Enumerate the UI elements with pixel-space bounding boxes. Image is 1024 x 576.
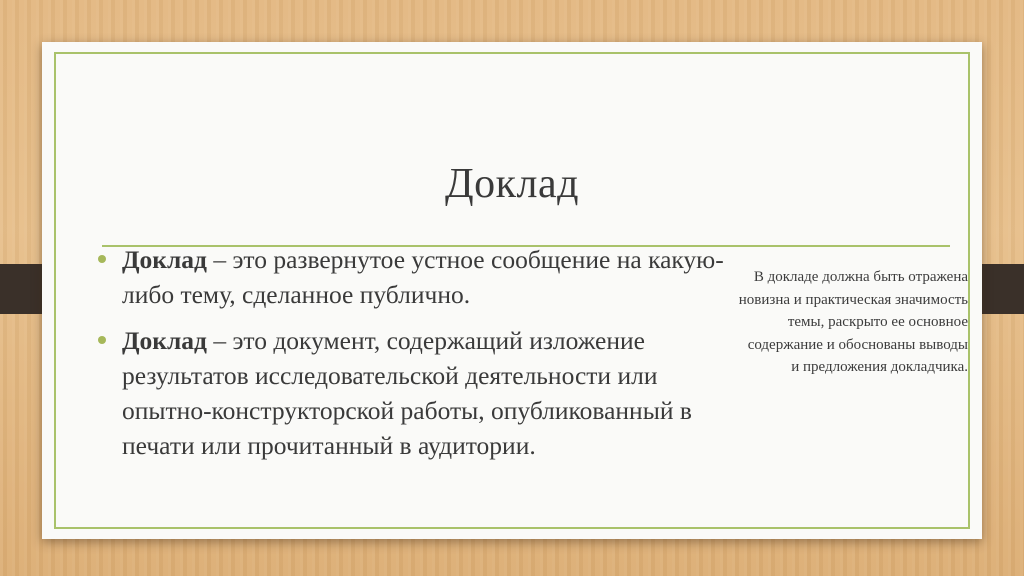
slide-title: Доклад	[444, 161, 580, 207]
bullet-item	[94, 242, 734, 312]
bullet-term: Доклад	[122, 326, 207, 355]
bullet-term: Доклад	[122, 245, 207, 274]
bullet-item	[94, 323, 734, 463]
left-decorative-bar	[0, 264, 42, 314]
bullet-text: – это развернутое устное сообщение на какую-либо тему, сделанное публично.	[122, 245, 724, 309]
bullet-dot-icon	[98, 336, 106, 344]
bullet-dot-icon	[98, 255, 106, 263]
bullet-text: – это документ, содержащий изложение результатов исследовательской деятельности или опытно-конструкторской работы, опубликованный в печати или прочитанный в аудитории.	[122, 326, 692, 460]
bullet-list	[94, 242, 734, 474]
side-note: В докладе должна быть отражена новизна и практическая значимость темы, раскрыто ее основное содержание и обоснованы выводы и предложения докладчика.	[738, 269, 968, 375]
